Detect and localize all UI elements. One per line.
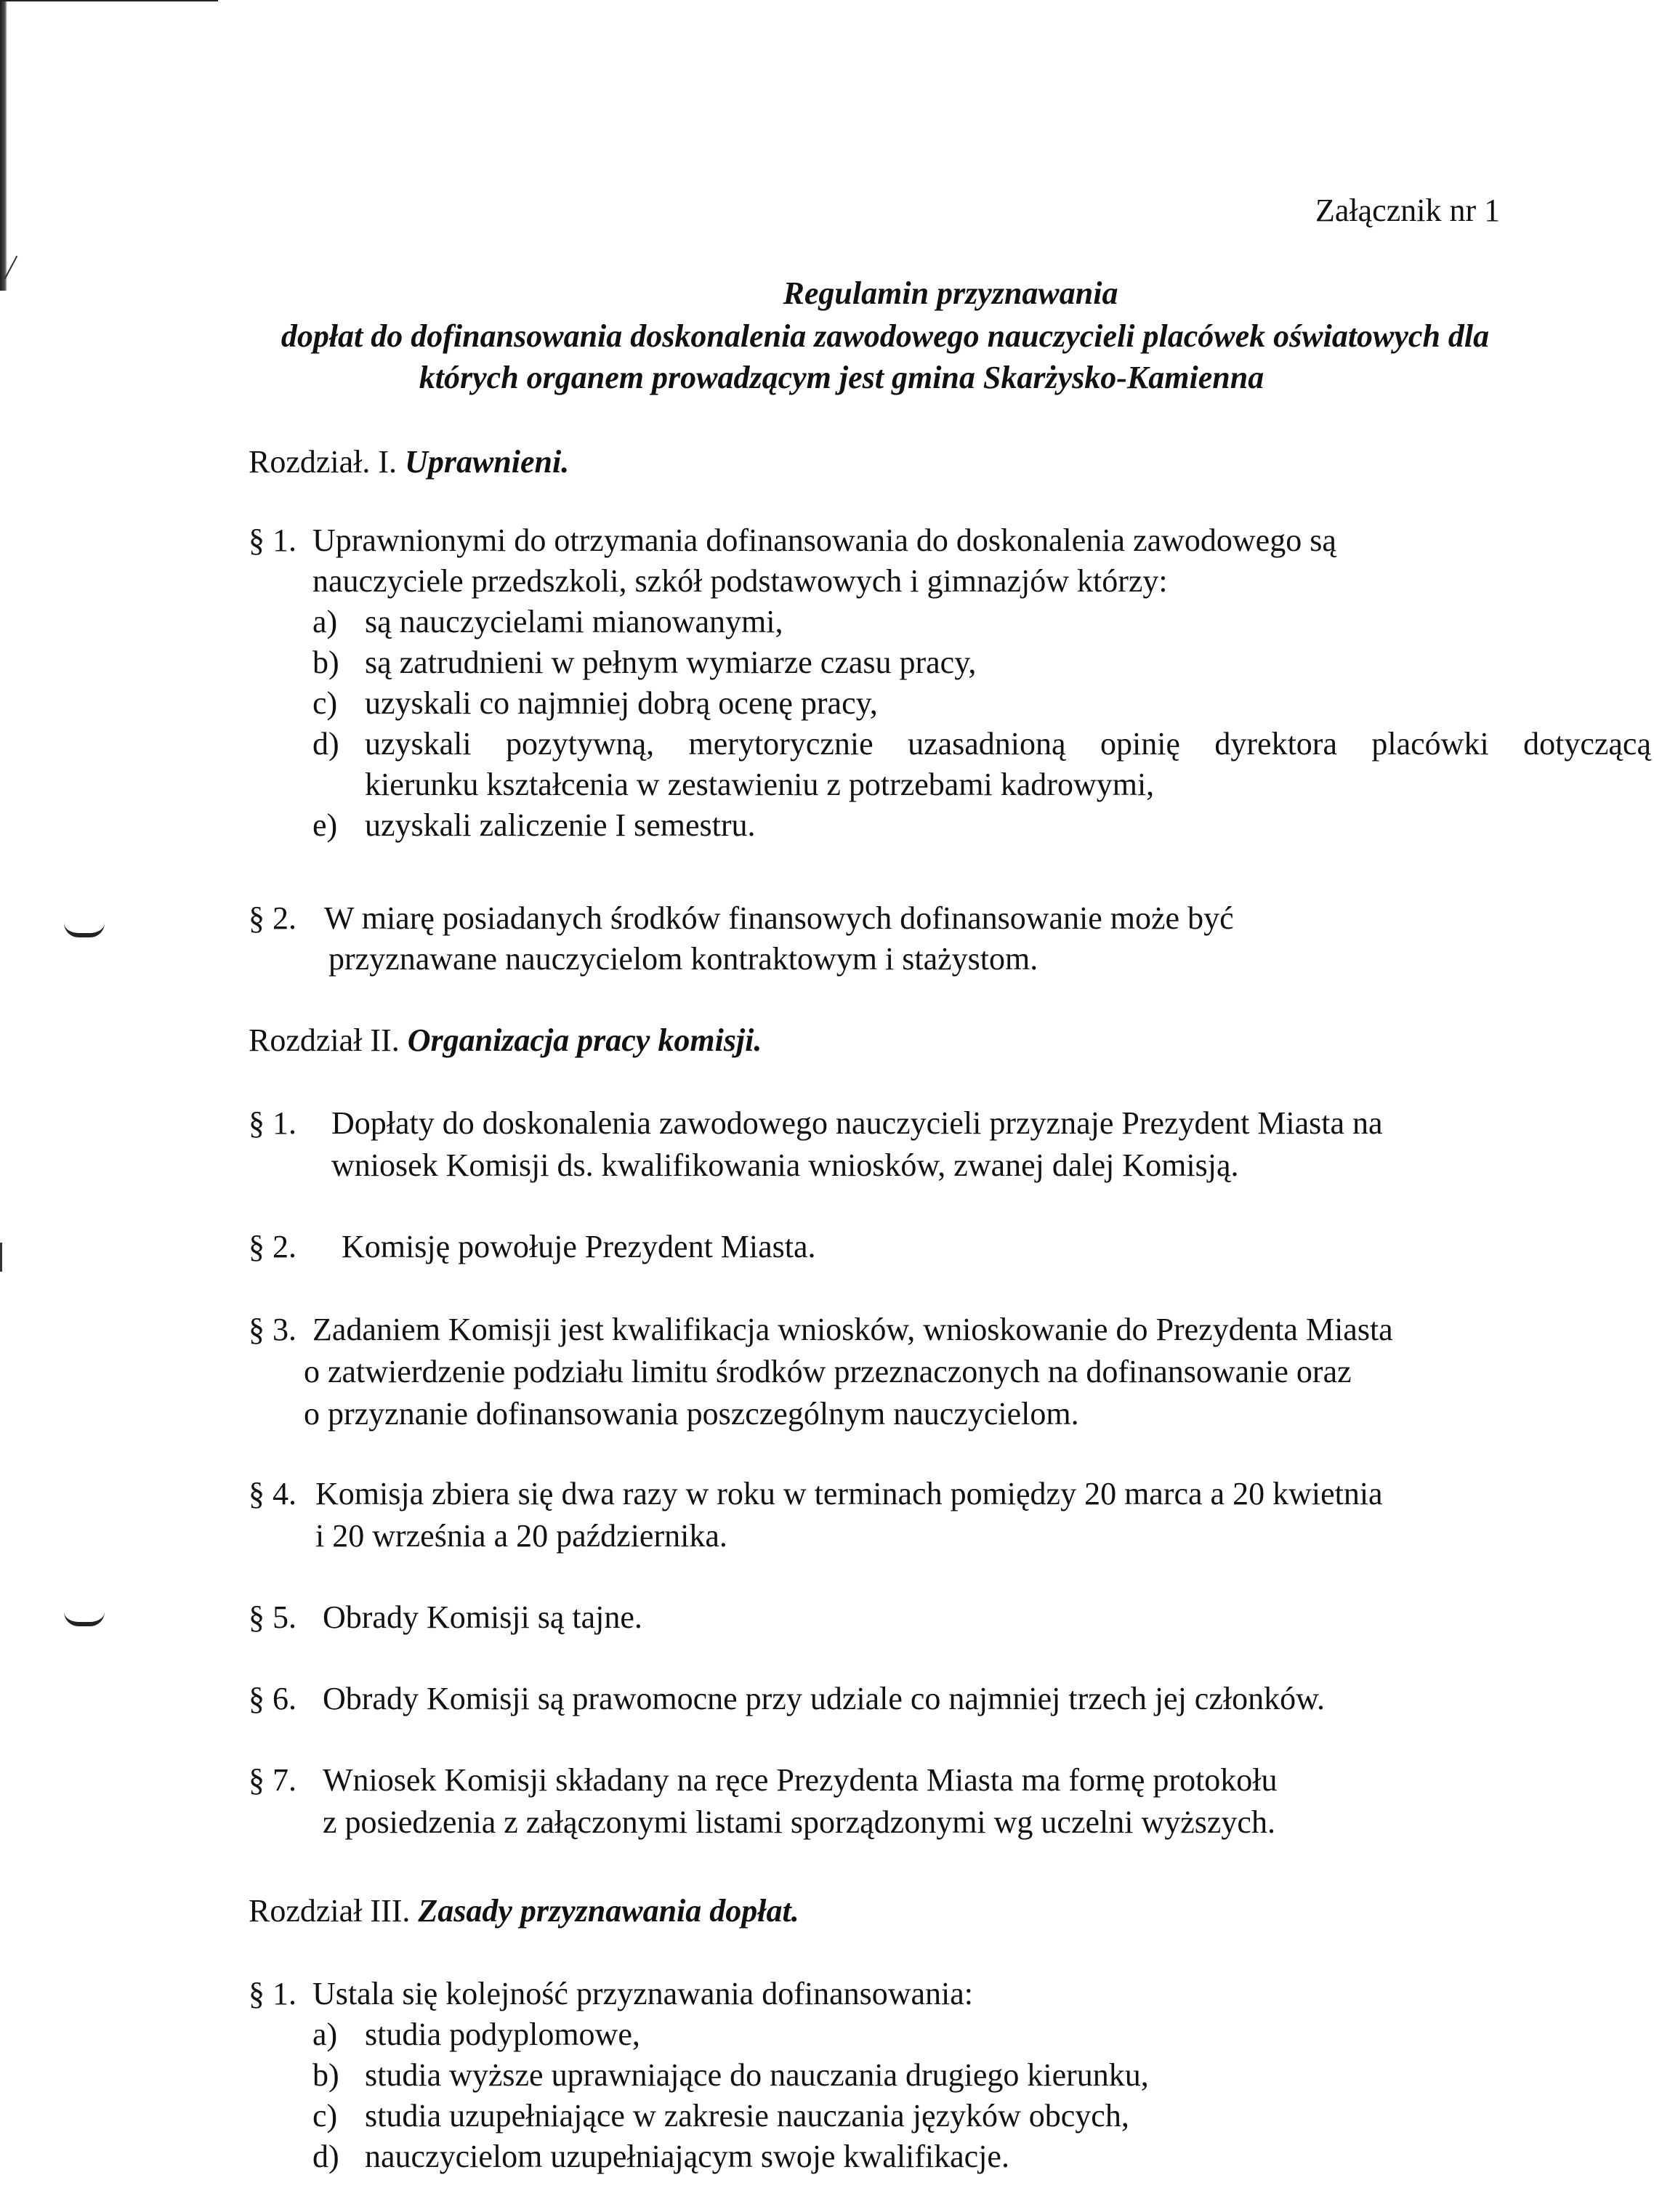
- paragraph-text: z posiedzenia z załączonymi listami sporządzonymi wg uczelni wyższych.: [323, 1804, 1275, 1840]
- paragraph-number: § 7.: [249, 1762, 296, 1798]
- paragraph-number: § 2.: [249, 1229, 296, 1264]
- paragraph-number: § 4.: [249, 1476, 296, 1511]
- list-marker: d): [312, 2139, 339, 2174]
- paragraph-text: Wniosek Komisji składany na ręce Prezydenta Miasta ma formę protokołu: [323, 1762, 1278, 1798]
- paragraph-text: W miarę posiadanych środków finansowych dofinansowanie może być: [324, 900, 1234, 936]
- document-title-line-1: Regulamin przyznawania: [783, 275, 1118, 311]
- paragraph-text: nauczyciele przedszkoli, szkół podstawowych i gimnazjów którzy:: [312, 563, 1168, 599]
- paragraph-number: § 1.: [249, 522, 296, 558]
- chapter-2-name: Organizacja pracy komisji.: [407, 1022, 762, 1058]
- paragraph-number: § 1.: [249, 1976, 296, 2011]
- list-item: studia uzupełniające w zakresie nauczania języków obcych,: [365, 2098, 1129, 2134]
- chapter-3-label: Rozdział III.: [249, 1893, 411, 1929]
- paragraph-text: Zadaniem Komisji jest kwalifikacja wniosków, wnioskowanie do Prezydenta Miasta: [312, 1312, 1393, 1347]
- chapter-3-name: Zasady przyznawania dopłat.: [418, 1893, 799, 1929]
- paragraph-text: o przyznanie dofinansowania poszczególnym nauczycielom.: [304, 1396, 1079, 1432]
- paragraph-text: Obrady Komisji są prawomocne przy udziale co najmniej trzech jej członków.: [323, 1681, 1325, 1716]
- chapter-2-heading: [249, 1022, 762, 1059]
- paragraph-text: przyznawane nauczycielom kontraktowym i stażystom.: [328, 941, 1038, 977]
- list-marker: c): [312, 685, 338, 721]
- chapter-2-label: Rozdział II.: [249, 1022, 400, 1058]
- list-marker: c): [312, 2098, 338, 2134]
- chapter-1-name: Uprawnieni.: [405, 444, 570, 480]
- list-item: uzyskali zaliczenie I semestru.: [365, 807, 756, 843]
- paragraph-number: § 1.: [249, 1105, 296, 1141]
- list-marker: d): [312, 726, 339, 762]
- paragraph-number: § 3.: [249, 1312, 296, 1347]
- list-item: uzyskali co najmniej dobrą ocenę pracy,: [365, 685, 878, 721]
- punch-hole-mark: [64, 923, 105, 937]
- list-marker: b): [312, 2057, 339, 2093]
- paragraph-text: Komisję powołuje Prezydent Miasta.: [342, 1229, 816, 1264]
- paragraph-text: i 20 września a 20 października.: [315, 1518, 727, 1554]
- chapter-1-label: Rozdział. I.: [249, 444, 398, 480]
- paragraph-text: wniosek Komisji ds. kwalifikowania wniosków, zwanej dalej Komisją.: [331, 1147, 1239, 1183]
- paragraph-text: Komisja zbiera się dwa razy w roku w terminach pomiędzy 20 marca a 20 kwietnia: [315, 1476, 1383, 1511]
- document-title-line-3: których organem prowadzącym jest gmina Skarżysko-Kamienna: [419, 360, 1264, 395]
- list-item: uzyskali pozytywną, merytorycznie uzasadnioną opinię dyrektora placówki dotyczącą: [365, 726, 1651, 762]
- paragraph-number: § 6.: [249, 1681, 296, 1716]
- list-marker: a): [312, 604, 338, 639]
- chapter-1-heading: [249, 443, 569, 481]
- scan-edge-mark: [0, 1243, 2, 1272]
- document-title-line-2: dopłat do dofinansowania doskonalenia zawodowego nauczycieli placówek oświatowych dla: [281, 318, 1490, 354]
- list-marker: b): [312, 645, 339, 680]
- list-item-continuation: kierunku kształcenia w zestawieniu z potrzebami kadrowymi,: [365, 767, 1155, 802]
- list-marker: a): [312, 2017, 338, 2052]
- paragraph-text: o zatwierdzenie podziału limitu środków przeznaczonych na dofinansowanie oraz: [304, 1354, 1352, 1389]
- paragraph-text: Obrady Komisji są tajne.: [323, 1599, 642, 1635]
- paragraph-number: § 5.: [249, 1599, 296, 1635]
- list-item: są nauczycielami mianowanymi,: [365, 604, 783, 639]
- list-marker: e): [312, 807, 338, 843]
- scan-edge-shadow: [0, 0, 7, 291]
- scan-top-line: [0, 0, 218, 1]
- paragraph-number: § 2.: [249, 900, 296, 936]
- list-item: nauczycielom uzupełniającym swoje kwalifikacje.: [365, 2139, 1009, 2174]
- chapter-3-heading: [249, 1892, 799, 1930]
- punch-hole-mark: [64, 1612, 105, 1626]
- paragraph-text: Uprawnionymi do otrzymania dofinansowania do doskonalenia zawodowego są: [312, 522, 1336, 558]
- list-item: studia wyższe uprawniające do nauczania drugiego kierunku,: [365, 2057, 1149, 2093]
- paragraph-text: Ustala się kolejność przyznawania dofinansowania:: [312, 1976, 974, 2011]
- list-item: studia podyplomowe,: [365, 2017, 640, 2052]
- paragraph-text: Dopłaty do doskonalenia zawodowego nauczycieli przyznaje Prezydent Miasta na: [331, 1105, 1383, 1141]
- attachment-label: Załącznik nr 1: [1315, 193, 1501, 228]
- list-item: są zatrudnieni w pełnym wymiarze czasu pracy,: [365, 645, 977, 680]
